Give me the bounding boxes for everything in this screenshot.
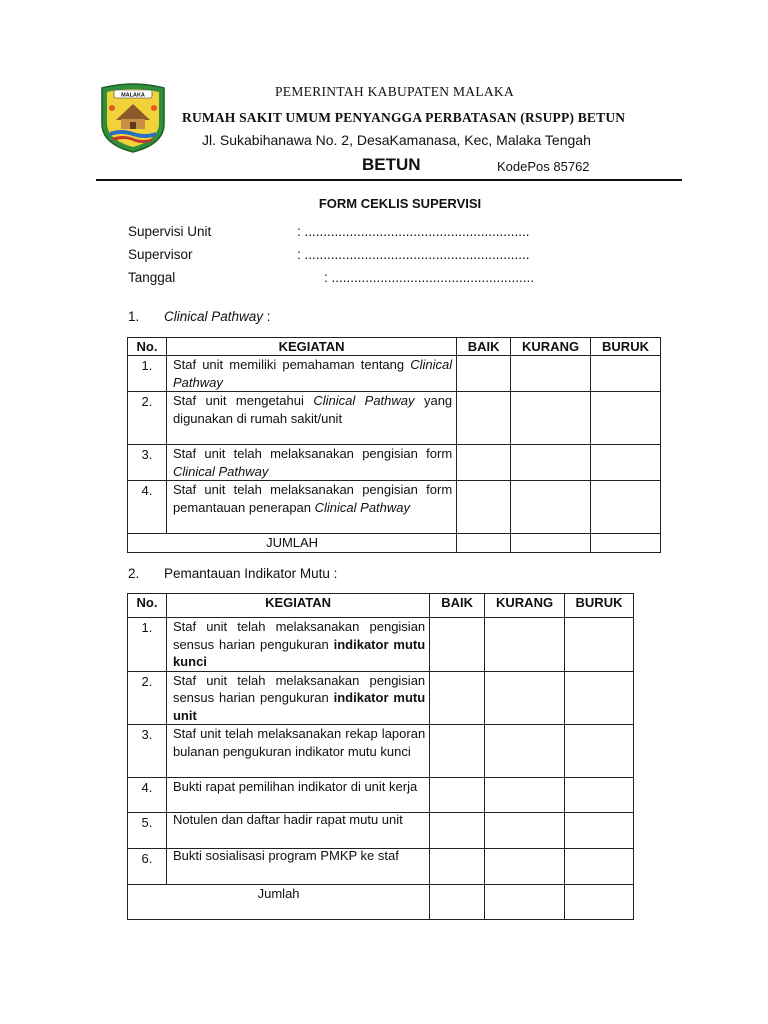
good-check-cell[interactable] [457,356,511,392]
poor-check-cell[interactable] [565,725,634,778]
hospital-name: RUMAH SAKIT UMUM PENYANGGA PERBATASAN (RSUPP) BETUN [182,110,626,125]
poor-total-cell[interactable] [591,534,661,553]
good-check-cell[interactable] [430,778,485,813]
good-total-cell[interactable] [430,885,485,920]
supervisor-field[interactable]: : ............................................................ [297,247,530,262]
section-1-number: 1. [128,309,140,324]
total-row [128,885,634,920]
col-fair-header: KURANG [511,338,591,356]
col-poor-header: BURUK [565,594,634,618]
form-title: FORM CEKLIS SUPERVISI [318,196,482,211]
col-activity-header: KEGIATAN [166,594,429,618]
table-row [128,778,634,813]
table-row [128,356,661,392]
table-header-row [128,594,634,618]
clinical-pathway-table [127,337,661,553]
activity-text: Staf unit mengetahui Clinical Pathway yang digunakan di rumah sakit/unit [166,392,456,445]
quality-indicator-table [127,593,634,920]
svg-text:MALAKA: MALAKA [121,92,145,99]
fair-check-cell[interactable] [485,671,565,725]
poor-check-cell[interactable] [565,849,634,885]
hospital-city: BETUN [362,155,421,174]
row-number: 2. [128,671,167,725]
poor-check-cell[interactable] [565,778,634,813]
good-check-cell[interactable] [430,813,485,849]
row-number: 3. [128,445,167,481]
hospital-address: Jl. Sukabihanawa No. 2, DesaKamanasa, Kec, Malaka Tengah [202,132,591,148]
total-row [128,534,661,553]
government-name: PEMERINTAH KABUPATEN MALAKA [275,84,515,99]
poor-check-cell[interactable] [591,445,661,481]
table-row [128,813,634,849]
fair-check-cell[interactable] [511,356,591,392]
fair-total-cell[interactable] [511,534,591,553]
good-check-cell[interactable] [430,725,485,778]
good-total-cell[interactable] [457,534,511,553]
fair-check-cell[interactable] [485,618,565,672]
activity-text: Staf unit telah melaksanakan pengisian sensus harian pengukuran indikator mutu kunci [166,618,429,672]
supervision-unit-field[interactable]: : ............................................................ [297,224,530,239]
row-number: 5. [128,813,167,849]
row-number: 1. [128,618,167,672]
supervisor-label: Supervisor [128,247,193,262]
col-good-header: BAIK [430,594,485,618]
date-label: Tanggal [128,270,176,285]
fair-check-cell[interactable] [485,778,565,813]
col-good-header: BAIK [457,338,511,356]
header-divider [96,179,682,181]
activity-text: Staf unit telah melaksanakan rekap laporan bulanan pengukuran indikator mutu kunci [166,725,429,778]
postcode: KodePos 85762 [497,159,590,174]
section-1-title: Clinical Pathway : [164,309,271,324]
fair-check-cell[interactable] [511,481,591,534]
col-no-header: No. [128,338,167,356]
poor-check-cell[interactable] [591,481,661,534]
fair-check-cell[interactable] [485,725,565,778]
table-row [128,445,661,481]
col-activity-header: KEGIATAN [166,338,456,356]
fair-check-cell[interactable] [511,392,591,445]
activity-text: Notulen dan daftar hadir rapat mutu unit [166,813,429,849]
poor-check-cell[interactable] [591,356,661,392]
activity-text: Staf unit memiliki pemahaman tentang Clinical Pathway [166,356,456,392]
good-check-cell[interactable] [430,849,485,885]
section-2-number: 2. [128,566,140,581]
fair-check-cell[interactable] [485,849,565,885]
good-check-cell[interactable] [430,671,485,725]
row-number: 2. [128,392,167,445]
table-row [128,849,634,885]
activity-text: Staf unit telah melaksanakan pengisian form pemantauan penerapan Clinical Pathway [166,481,456,534]
good-check-cell[interactable] [457,392,511,445]
good-check-cell[interactable] [457,445,511,481]
date-field[interactable]: : ...................................................... [324,270,535,285]
activity-text: Bukti rapat pemilihan indikator di unit kerja [166,778,429,813]
fair-check-cell[interactable] [485,813,565,849]
malaka-regency-emblem [96,82,170,154]
activity-text: Bukti sosialisasi program PMKP ke staf [166,849,429,885]
table-header-row [128,338,661,356]
table-row [128,671,634,725]
row-number: 4. [128,778,167,813]
table-row [128,481,661,534]
fair-check-cell[interactable] [511,445,591,481]
good-check-cell[interactable] [430,618,485,672]
table-row [128,392,661,445]
row-number: 6. [128,849,167,885]
fair-total-cell[interactable] [485,885,565,920]
supervision-unit-label: Supervisi Unit [128,224,212,239]
table-row [128,618,634,672]
col-fair-header: KURANG [485,594,565,618]
poor-check-cell[interactable] [565,618,634,672]
good-check-cell[interactable] [457,481,511,534]
row-number: 3. [128,725,167,778]
poor-check-cell[interactable] [565,813,634,849]
row-number: 1. [128,356,167,392]
activity-text: Staf unit telah melaksanakan pengisian sensus harian pengukuran indikator mutu unit [166,671,429,725]
activity-text: Staf unit telah melaksanakan pengisian form Clinical Pathway [166,445,456,481]
total-label: JUMLAH [128,534,457,553]
poor-check-cell[interactable] [565,671,634,725]
section-2-title: Pemantauan Indikator Mutu : [164,566,338,581]
poor-total-cell[interactable] [565,885,634,920]
total-label: Jumlah [128,885,430,920]
row-number: 4. [128,481,167,534]
col-no-header: No. [128,594,167,618]
table-row [128,725,634,778]
col-poor-header: BURUK [591,338,661,356]
poor-check-cell[interactable] [591,392,661,445]
